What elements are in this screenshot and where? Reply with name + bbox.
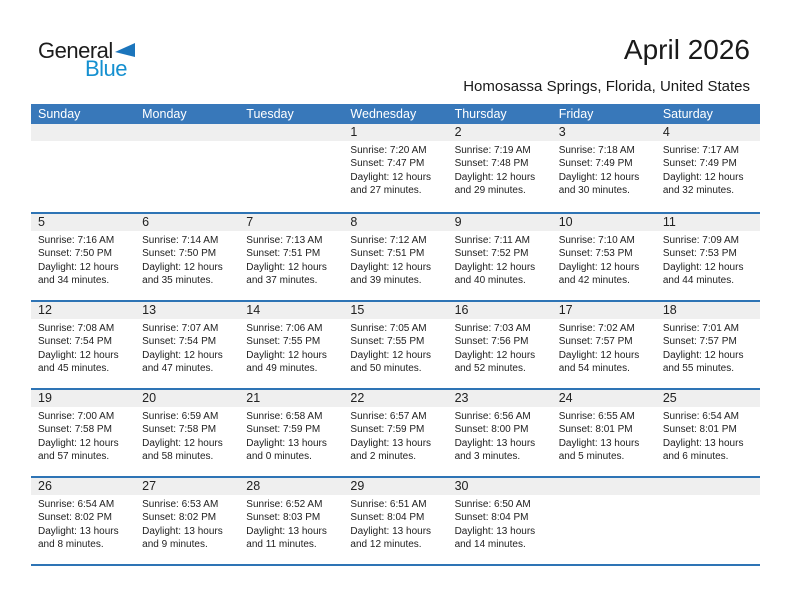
day-daylight: Daylight: 12 hours and 40 minutes.	[454, 261, 536, 287]
day-number: 8	[350, 215, 358, 229]
day-sunset: Sunset: 7:56 PM	[454, 336, 529, 348]
day-sunset: Sunset: 7:53 PM	[662, 248, 737, 260]
day-daylight: Daylight: 12 hours and 47 minutes.	[142, 349, 223, 375]
week-row	[31, 124, 760, 212]
day-cell	[239, 495, 343, 552]
weekday-label-sunday: Sunday	[38, 107, 81, 121]
day-sunset: Sunset: 7:59 PM	[350, 424, 425, 436]
day-sunset: Sunset: 8:01 PM	[558, 424, 633, 436]
day-daylight: Daylight: 13 hours and 5 minutes.	[558, 437, 640, 463]
day-sunrise: Sunrise: 7:05 AM	[350, 323, 427, 334]
weekday-label-monday: Monday	[142, 107, 187, 121]
day-sunrise: Sunrise: 6:58 AM	[246, 411, 323, 422]
page-title: April 2026	[623, 34, 750, 65]
week-row	[31, 212, 760, 300]
day-number: 28	[246, 479, 261, 493]
day-cell	[343, 231, 447, 288]
day-cell	[343, 407, 447, 464]
day-cell	[552, 495, 656, 552]
logo-text-blue: Blue	[85, 56, 128, 81]
day-daylight: Daylight: 12 hours and 32 minutes.	[662, 171, 744, 197]
day-daylight: Daylight: 13 hours and 2 minutes.	[350, 437, 432, 463]
week-row	[31, 476, 760, 564]
day-cell	[31, 319, 135, 376]
day-cell	[135, 407, 239, 464]
day-sunrise: Sunrise: 7:16 AM	[38, 235, 115, 246]
day-cell	[135, 495, 239, 552]
day-daylight: Daylight: 13 hours and 0 minutes.	[246, 437, 327, 463]
day-sunset: Sunset: 8:02 PM	[142, 512, 217, 524]
day-number: 26	[38, 479, 52, 493]
day-number: 24	[558, 391, 573, 405]
day-number: 22	[350, 391, 365, 405]
day-sunset: Sunset: 7:58 PM	[142, 424, 217, 436]
day-sunset: Sunset: 7:55 PM	[350, 336, 425, 348]
day-cell	[239, 231, 343, 288]
day-sunrise: Sunrise: 6:52 AM	[246, 499, 323, 510]
day-cell	[343, 141, 447, 198]
day-number: 18	[662, 303, 677, 317]
day-sunset: Sunset: 7:53 PM	[558, 248, 633, 260]
day-sunset: Sunset: 7:57 PM	[558, 336, 633, 348]
day-sunset: Sunset: 7:50 PM	[38, 248, 112, 260]
calendar-grid	[31, 104, 760, 566]
day-daylight: Daylight: 12 hours and 27 minutes.	[350, 171, 432, 197]
day-number: 4	[662, 125, 670, 139]
weeks-container	[31, 124, 760, 564]
day-number: 13	[142, 303, 157, 317]
week-row	[31, 300, 760, 388]
weekday-label-friday: Friday	[558, 107, 594, 121]
day-cell	[552, 141, 656, 198]
day-number-band	[31, 302, 760, 319]
day-cell	[552, 231, 656, 288]
day-sunrise: Sunrise: 7:13 AM	[246, 235, 323, 246]
day-cell	[656, 319, 760, 376]
day-cell	[135, 231, 239, 288]
day-number: 9	[454, 215, 462, 229]
day-details-row	[31, 141, 760, 198]
page-subtitle: Homosassa Springs, Florida, United States	[463, 78, 750, 95]
day-cell	[31, 141, 135, 198]
day-number: 3	[558, 125, 566, 139]
day-cell	[448, 319, 552, 376]
day-details-row	[31, 231, 760, 288]
day-cell	[448, 407, 552, 464]
day-sunset: Sunset: 8:03 PM	[246, 512, 321, 524]
day-cell	[552, 319, 656, 376]
day-cell	[448, 141, 552, 198]
day-daylight: Daylight: 12 hours and 35 minutes.	[142, 261, 223, 287]
day-daylight: Daylight: 12 hours and 49 minutes.	[246, 349, 327, 375]
day-cell	[31, 231, 135, 288]
day-number: 14	[246, 303, 261, 317]
day-cell	[135, 319, 239, 376]
day-sunset: Sunset: 7:51 PM	[246, 248, 321, 260]
day-sunrise: Sunrise: 7:08 AM	[38, 323, 115, 334]
day-number: 29	[350, 479, 365, 493]
day-number	[239, 124, 343, 141]
day-daylight: Daylight: 13 hours and 12 minutes.	[350, 525, 432, 551]
day-daylight: Daylight: 12 hours and 52 minutes.	[454, 349, 536, 375]
day-sunset: Sunset: 7:49 PM	[558, 158, 633, 170]
day-daylight: Daylight: 13 hours and 3 minutes.	[454, 437, 536, 463]
weekday-label-thursday: Thursday	[454, 107, 507, 121]
day-details-row	[31, 495, 760, 552]
day-number: 21	[246, 391, 261, 405]
day-number	[135, 124, 239, 141]
day-daylight: Daylight: 12 hours and 30 minutes.	[558, 171, 640, 197]
day-cell	[448, 231, 552, 288]
weekday-label-saturday: Saturday	[662, 107, 713, 121]
day-cell	[239, 319, 343, 376]
day-number-band	[31, 214, 760, 231]
day-daylight: Daylight: 12 hours and 50 minutes.	[350, 349, 432, 375]
day-daylight: Daylight: 12 hours and 42 minutes.	[558, 261, 640, 287]
day-daylight: Daylight: 13 hours and 8 minutes.	[38, 525, 119, 551]
day-cell	[135, 141, 239, 198]
day-details-row	[31, 407, 760, 464]
day-sunrise: Sunrise: 7:14 AM	[142, 235, 219, 246]
day-cell	[343, 319, 447, 376]
day-sunrise: Sunrise: 6:50 AM	[454, 499, 531, 510]
day-sunset: Sunset: 7:57 PM	[662, 336, 737, 348]
day-daylight: Daylight: 13 hours and 14 minutes.	[454, 525, 536, 551]
day-number-band	[31, 390, 760, 407]
day-sunrise: Sunrise: 7:12 AM	[350, 235, 427, 246]
day-sunrise: Sunrise: 6:51 AM	[350, 499, 427, 510]
weekday-label-wednesday: Wednesday	[350, 107, 417, 121]
general-blue-logo	[38, 40, 135, 80]
day-number: 20	[142, 391, 157, 405]
day-cell	[31, 407, 135, 464]
day-sunrise: Sunrise: 7:18 AM	[558, 145, 635, 156]
day-sunset: Sunset: 7:55 PM	[246, 336, 321, 348]
day-cell	[31, 495, 135, 552]
day-number: 23	[454, 391, 469, 405]
day-cell	[656, 231, 760, 288]
day-sunrise: Sunrise: 7:02 AM	[558, 323, 635, 334]
day-sunrise: Sunrise: 7:17 AM	[662, 145, 739, 156]
day-cell	[656, 141, 760, 198]
day-number: 17	[558, 303, 573, 317]
day-number: 6	[142, 215, 150, 229]
day-number: 11	[662, 215, 676, 229]
day-sunrise: Sunrise: 7:06 AM	[246, 323, 323, 334]
day-sunset: Sunset: 8:04 PM	[350, 512, 425, 524]
day-cell	[552, 407, 656, 464]
day-sunrise: Sunrise: 6:54 AM	[38, 499, 115, 510]
day-number: 19	[38, 391, 52, 405]
day-sunrise: Sunrise: 7:03 AM	[454, 323, 531, 334]
day-number-band	[31, 478, 760, 495]
day-sunrise: Sunrise: 6:56 AM	[454, 411, 531, 422]
day-daylight: Daylight: 12 hours and 45 minutes.	[38, 349, 119, 375]
day-daylight: Daylight: 13 hours and 11 minutes.	[246, 525, 327, 551]
day-sunset: Sunset: 7:48 PM	[454, 158, 529, 170]
day-number: 12	[38, 303, 52, 317]
day-sunrise: Sunrise: 6:53 AM	[142, 499, 219, 510]
day-sunrise: Sunrise: 6:55 AM	[558, 411, 635, 422]
day-sunrise: Sunrise: 6:54 AM	[662, 411, 739, 422]
day-number: 7	[246, 215, 254, 229]
day-cell	[656, 407, 760, 464]
day-sunrise: Sunrise: 6:57 AM	[350, 411, 427, 422]
day-sunrise: Sunrise: 7:19 AM	[454, 145, 531, 156]
day-number: 1	[350, 125, 358, 139]
weekday-label-tuesday: Tuesday	[246, 107, 294, 121]
day-sunrise: Sunrise: 7:10 AM	[558, 235, 635, 246]
day-sunset: Sunset: 8:00 PM	[454, 424, 529, 436]
day-number	[31, 124, 135, 141]
day-sunrise: Sunrise: 7:00 AM	[38, 411, 115, 422]
day-number: 25	[662, 391, 677, 405]
day-details-row	[31, 319, 760, 376]
day-cell	[239, 141, 343, 198]
day-daylight: Daylight: 13 hours and 6 minutes.	[662, 437, 744, 463]
day-sunset: Sunset: 7:47 PM	[350, 158, 425, 170]
day-sunrise: Sunrise: 6:59 AM	[142, 411, 219, 422]
day-sunset: Sunset: 8:04 PM	[454, 512, 529, 524]
day-sunrise: Sunrise: 7:09 AM	[662, 235, 739, 246]
day-sunset: Sunset: 7:51 PM	[350, 248, 425, 260]
day-sunset: Sunset: 7:58 PM	[38, 424, 112, 436]
day-cell	[656, 495, 760, 552]
week-row	[31, 388, 760, 476]
day-number: 27	[142, 479, 157, 493]
day-sunset: Sunset: 7:54 PM	[142, 336, 217, 348]
day-sunset: Sunset: 7:49 PM	[662, 158, 737, 170]
day-sunset: Sunset: 7:54 PM	[38, 336, 112, 348]
day-daylight: Daylight: 12 hours and 29 minutes.	[454, 171, 536, 197]
day-sunset: Sunset: 7:59 PM	[246, 424, 321, 436]
day-number: 10	[558, 215, 573, 229]
day-number: 15	[350, 303, 365, 317]
day-daylight: Daylight: 12 hours and 39 minutes.	[350, 261, 432, 287]
day-sunset: Sunset: 7:52 PM	[454, 248, 529, 260]
day-cell	[448, 495, 552, 552]
day-number	[552, 478, 656, 495]
day-sunset: Sunset: 8:02 PM	[38, 512, 112, 524]
day-sunrise: Sunrise: 7:11 AM	[454, 235, 530, 246]
day-daylight: Daylight: 12 hours and 37 minutes.	[246, 261, 327, 287]
day-daylight: Daylight: 12 hours and 34 minutes.	[38, 261, 119, 287]
day-number: 16	[454, 303, 469, 317]
day-number: 30	[454, 479, 469, 493]
day-daylight: Daylight: 12 hours and 58 minutes.	[142, 437, 223, 463]
day-cell	[343, 495, 447, 552]
logo-text-general: General	[38, 38, 113, 63]
day-number	[656, 478, 760, 495]
day-number: 2	[454, 125, 462, 139]
day-daylight: Daylight: 12 hours and 55 minutes.	[662, 349, 744, 375]
day-sunset: Sunset: 7:50 PM	[142, 248, 217, 260]
day-number: 5	[38, 215, 45, 229]
day-daylight: Daylight: 13 hours and 9 minutes.	[142, 525, 223, 551]
day-cell	[239, 407, 343, 464]
day-number-band	[31, 124, 760, 141]
day-daylight: Daylight: 12 hours and 57 minutes.	[38, 437, 119, 463]
day-sunrise: Sunrise: 7:01 AM	[662, 323, 739, 334]
weekday-header-row	[31, 104, 760, 124]
day-sunrise: Sunrise: 7:07 AM	[142, 323, 219, 334]
day-sunset: Sunset: 8:01 PM	[662, 424, 737, 436]
day-daylight: Daylight: 12 hours and 44 minutes.	[662, 261, 744, 287]
day-daylight: Daylight: 12 hours and 54 minutes.	[558, 349, 640, 375]
day-sunrise: Sunrise: 7:20 AM	[350, 145, 427, 156]
